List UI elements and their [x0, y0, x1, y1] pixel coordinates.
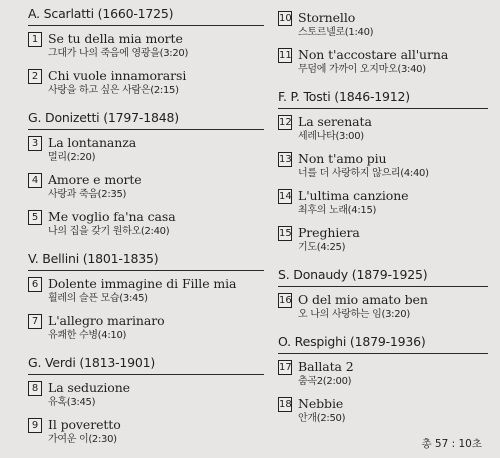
right-column	[278, 0, 488, 432]
track-subtitle: 오 나의 사랑하는 임(3:20)	[298, 309, 410, 320]
track-title: Stornello	[298, 10, 356, 25]
composer-section-s-donaudy	[278, 261, 488, 328]
track-number-box: 16	[279, 295, 292, 306]
track-title: O del mio amato ben	[298, 292, 428, 307]
track-item	[278, 395, 488, 432]
track-item	[28, 134, 264, 171]
track-item	[278, 291, 488, 328]
track-title: La lontananza	[48, 135, 137, 150]
track-number-box: 11	[279, 50, 292, 61]
composer-heading: V. Bellini (1801-1835)	[28, 245, 264, 271]
track-subtitle: 유혹(3:45)	[48, 397, 96, 408]
track-subtitle: 세레나타(3:00)	[298, 131, 364, 142]
track-number-box: 9	[28, 418, 42, 433]
track-title: Amore e morte	[48, 172, 142, 187]
track-item	[278, 358, 488, 395]
composer-heading: F. P. Tosti (1846-1912)	[278, 83, 488, 109]
track-number-box: 13	[279, 154, 292, 165]
track-item	[28, 208, 264, 245]
track-title: Non t'amo piu	[298, 151, 387, 166]
track-number-box: 5	[28, 210, 42, 225]
track-number-box: 8	[28, 381, 42, 396]
track-number-box: 7	[28, 314, 42, 329]
composer-section-g-verdi	[28, 349, 264, 453]
track-number-box: 15	[279, 228, 292, 239]
total-duration: 총 57 : 10초	[421, 438, 482, 450]
track-item	[278, 187, 488, 224]
track-number-box: 4	[28, 173, 42, 188]
track-title: Preghiera	[298, 225, 360, 240]
track-item	[28, 67, 264, 104]
track-item	[28, 312, 264, 349]
track-number-box: 18	[279, 399, 292, 410]
track-subtitle: 나의 집을 갖기 원하오(2:40)	[48, 226, 170, 237]
composer-heading: O. Respighi (1879-1936)	[278, 328, 488, 354]
track-title: La serenata	[298, 114, 372, 129]
track-title: L'ultima canzione	[298, 188, 409, 203]
track-subtitle: 기도(4:25)	[298, 242, 346, 253]
track-subtitle: 가여운 이(2:30)	[48, 434, 117, 445]
composer-section-f-p-tosti	[278, 83, 488, 261]
track-title: Dolente immagine di Fille mia	[48, 276, 237, 291]
track-item	[278, 150, 488, 187]
composer-section-a-scarlatti	[28, 0, 264, 104]
track-item	[278, 113, 488, 150]
track-item	[28, 275, 264, 312]
track-title: Il poveretto	[48, 417, 121, 432]
composer-section-v-bellini	[28, 245, 264, 349]
left-column	[28, 0, 264, 453]
composer-heading: G. Donizetti (1797-1848)	[28, 104, 264, 130]
composer-heading: A. Scarlatti (1660-1725)	[28, 0, 264, 26]
track-title: Nebbie	[298, 396, 344, 411]
track-title: Non t'accostare all'urna	[298, 47, 449, 62]
track-subtitle: 멀리(2:20)	[48, 152, 96, 163]
track-subtitle: 스토르넬로(1:40)	[298, 27, 374, 38]
track-item	[278, 224, 488, 261]
track-subtitle: 유쾌한 수병(4:10)	[48, 330, 127, 341]
track-subtitle: 사랑과 죽음(2:35)	[48, 189, 127, 200]
track-item	[28, 171, 264, 208]
track-subtitle: 춤곡2(2:00)	[298, 376, 352, 387]
track-title: Chi vuole innamorarsi	[48, 68, 187, 83]
track-title: L'allegro marinaro	[48, 313, 165, 328]
track-title: Me voglio fa'na casa	[48, 209, 176, 224]
track-item	[278, 9, 488, 46]
track-number-box: 10	[279, 13, 292, 24]
track-subtitle: 그대가 나의 죽음에 영광을(3:20)	[48, 48, 189, 59]
composer-section-continued	[278, 0, 488, 83]
track-item	[28, 416, 264, 453]
track-subtitle: 휠레의 슬픈 모습(3:45)	[48, 293, 148, 304]
track-number-box: 1	[28, 32, 42, 47]
track-title: Ballata 2	[298, 359, 354, 374]
track-title: Se tu della mia morte	[48, 31, 183, 46]
track-subtitle: 무덤에 가까이 오지마오(3:40)	[298, 64, 426, 75]
track-item	[28, 379, 264, 416]
track-subtitle: 사랑을 하고 싶은 사람은(2:15)	[48, 85, 179, 96]
track-number-box: 14	[279, 191, 292, 202]
track-title: La seduzione	[48, 380, 130, 395]
track-number-box: 6	[28, 277, 42, 292]
composer-section-g-donizetti	[28, 104, 264, 245]
track-subtitle: 최후의 노래(4:15)	[298, 205, 377, 216]
track-number-box: 12	[279, 117, 292, 128]
track-subtitle: 안개(2:50)	[298, 413, 346, 424]
track-number-box: 2	[28, 69, 42, 84]
track-subtitle: 너를 더 사랑하지 않으리(4:40)	[298, 168, 429, 179]
composer-heading: G. Verdi (1813-1901)	[28, 349, 264, 375]
track-number-box: 3	[28, 136, 42, 151]
track-item	[28, 30, 264, 67]
composer-section-o-respighi	[278, 328, 488, 432]
track-item	[278, 46, 488, 83]
track-number-box: 17	[279, 362, 292, 373]
composer-heading: S. Donaudy (1879-1925)	[278, 261, 488, 287]
